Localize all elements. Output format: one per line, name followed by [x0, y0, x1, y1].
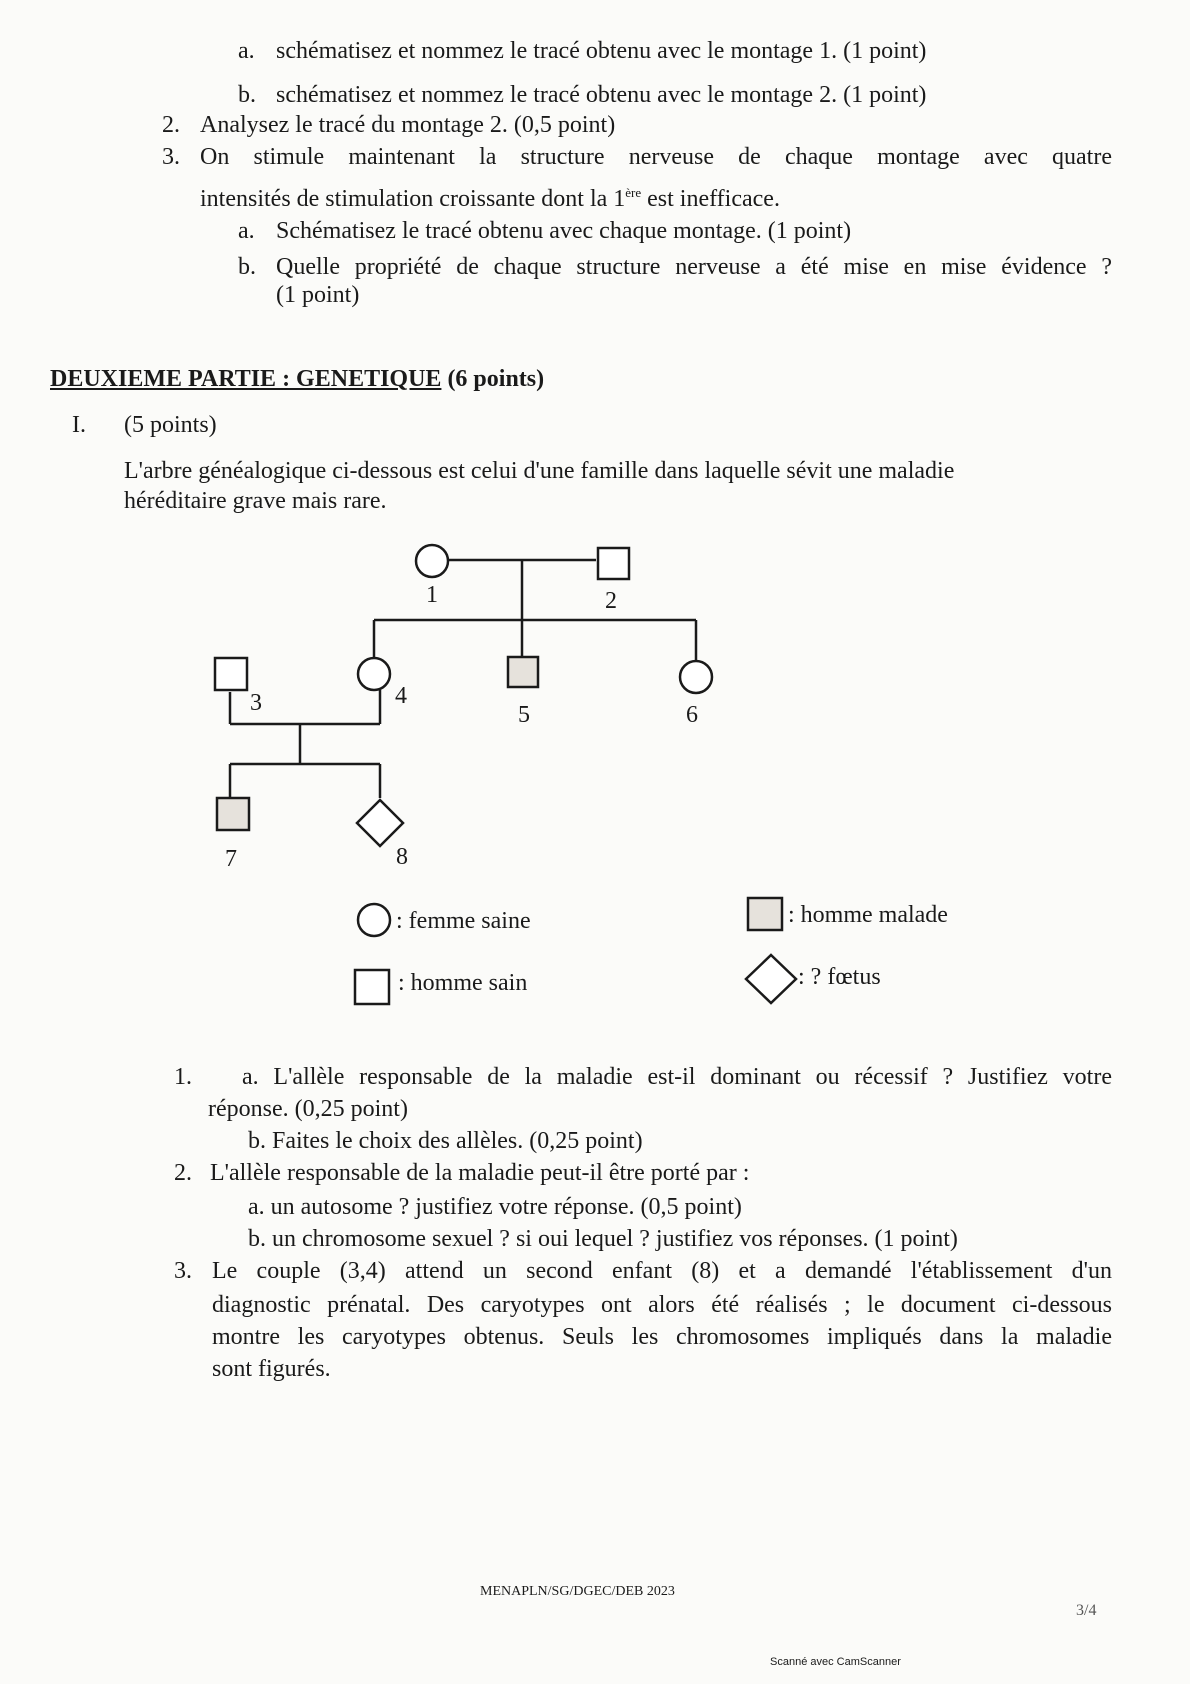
question-2-label: 2.: [162, 112, 180, 138]
individual-7-affected-male: [217, 798, 249, 830]
page-number: 3/4: [1076, 1602, 1097, 1619]
q1b: b. Faites le choix des allèles. (0,25 point): [248, 1128, 643, 1154]
label-6: 6: [686, 702, 698, 728]
individual-2-healthy-male: [598, 548, 629, 579]
label-4: 4: [395, 683, 407, 709]
item-3a-label: a.: [238, 218, 255, 244]
q1-label: 1.: [174, 1064, 192, 1090]
q2a: a. un autosome ? justifiez votre réponse. (0,5 point): [248, 1194, 742, 1220]
q2-label: 2.: [174, 1160, 192, 1186]
intro-line1: L'arbre généalogique ci-dessous est celui d'une famille dans laquelle sévit une maladie: [124, 458, 955, 484]
q1a-line1: a. L'allèle responsable de la maladie est-il dominant ou récessif ? Justifiez votre: [242, 1064, 1112, 1090]
scanner-watermark: Scanné avec CamScanner: [770, 1656, 901, 1668]
label-2: 2: [605, 588, 617, 614]
label-7: 7: [225, 846, 237, 872]
question-3-line1: On stimule maintenant la structure nerveuse de chaque montage avec quatre: [200, 144, 1112, 170]
legend-healthy-female: : femme saine: [396, 908, 531, 934]
question-2-text: Analysez le tracé du montage 2. (0,5 point): [200, 112, 616, 138]
individual-8-fetus: [357, 800, 403, 846]
legend-fetus: : ? fœtus: [798, 964, 881, 990]
item-b-label: b.: [238, 82, 256, 108]
label-5: 5: [518, 702, 530, 728]
legend-diamond-icon: [746, 955, 796, 1003]
label-1: 1: [426, 582, 438, 608]
individual-1-healthy-female: [416, 545, 448, 577]
item-a-text: schématisez et nommez le tracé obtenu avec le montage 1. (1 point): [276, 38, 927, 64]
legend-affected-square-icon: [748, 898, 782, 930]
item-3b-label: b.: [238, 254, 256, 280]
item-3a-text: Schématisez le tracé obtenu avec chaque montage. (1 point): [276, 218, 852, 244]
q3-line4: sont figurés.: [212, 1356, 331, 1382]
item-a-label: a.: [238, 38, 255, 64]
individual-4-healthy-female: [358, 658, 390, 690]
legend-healthy-male: : homme sain: [398, 970, 528, 996]
section-title: DEUXIEME PARTIE : GENETIQUE (6 points): [50, 366, 545, 392]
q3-line3: montre les caryotypes obtenus. Seuls les chromosomes impliqués dans la maladie: [212, 1324, 1112, 1350]
part-points: (5 points): [124, 412, 217, 438]
label-8: 8: [396, 844, 408, 870]
question-3-line2: intensités de stimulation croissante dont la 1ère est inefficace.: [200, 185, 780, 212]
label-3: 3: [250, 690, 262, 716]
individual-3-healthy-male: [215, 658, 247, 690]
footer-code: MENAPLN/SG/DGEC/DEB 2023: [480, 1584, 675, 1599]
q3-line2: diagnostic prénatal. Des caryotypes ont alors été réalisés ; le document ci-dessous: [212, 1292, 1112, 1318]
legend-square-icon: [355, 970, 389, 1004]
individual-6-healthy-female: [680, 661, 712, 693]
intro-line2: héréditaire grave mais rare.: [124, 488, 387, 514]
q3-label: 3.: [174, 1258, 192, 1284]
q3-line1: Le couple (3,4) attend un second enfant (8) et a demandé l'établissement d'un: [212, 1258, 1112, 1284]
item-3b-line2: (1 point): [276, 282, 360, 308]
q1a-line2: réponse. (0,25 point): [208, 1096, 408, 1122]
item-3b-line1: Quelle propriété de chaque structure nerveuse a été mise en mise évidence ?: [276, 254, 1112, 280]
legend-affected-male: : homme malade: [788, 902, 948, 928]
q2b: b. un chromosome sexuel ? si oui lequel ? justifiez vos réponses. (1 point): [248, 1226, 958, 1252]
legend-circle-icon: [358, 904, 390, 936]
q2-text: L'allèle responsable de la maladie peut-il être porté par :: [210, 1160, 750, 1186]
part-label: I.: [72, 412, 86, 438]
question-3-label: 3.: [162, 144, 180, 170]
item-b-text: schématisez et nommez le tracé obtenu avec le montage 2. (1 point): [276, 82, 927, 108]
individual-5-affected-male: [508, 657, 538, 687]
